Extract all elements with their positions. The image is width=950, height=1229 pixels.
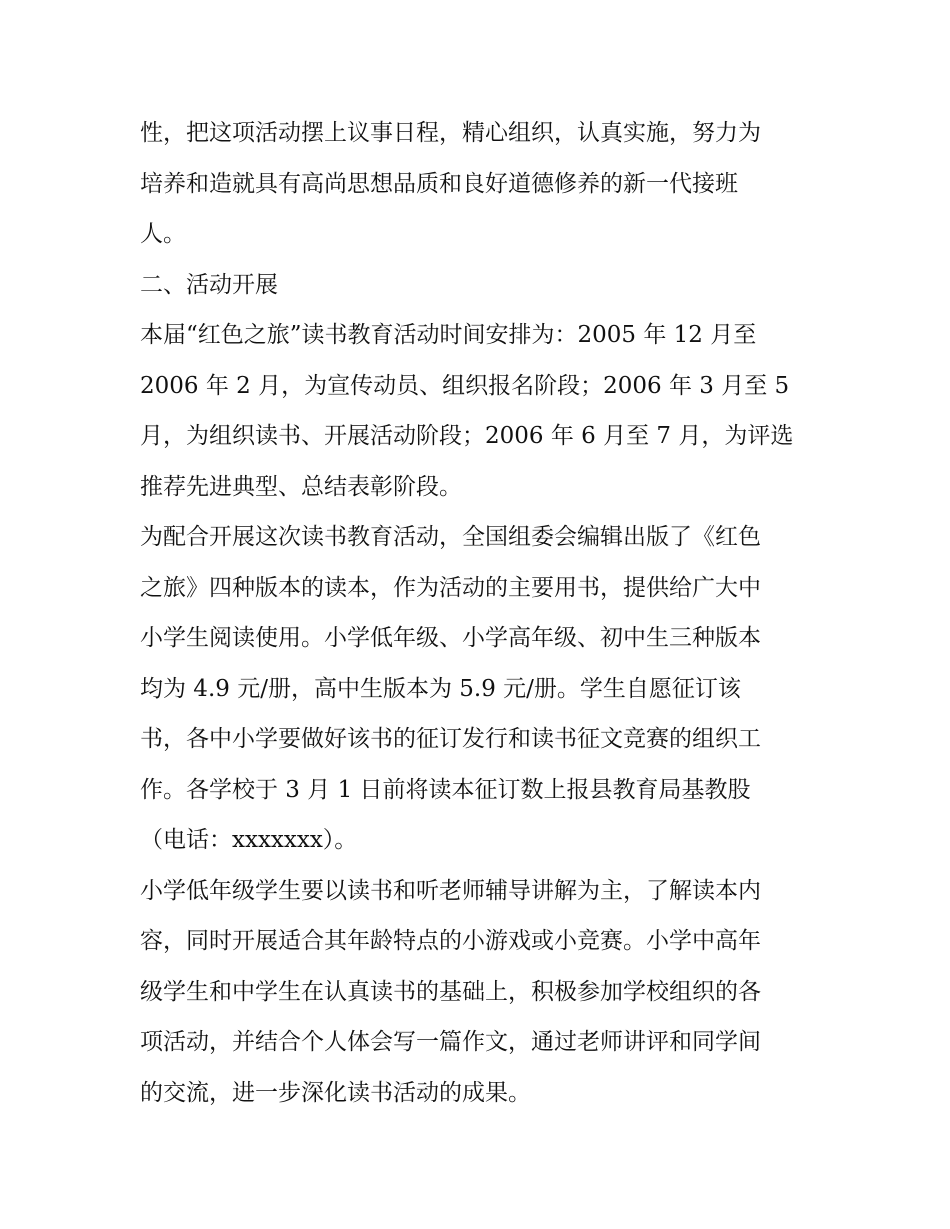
text-line: 的交流，进一步深化读书活动的成果。 [140,1079,531,1106]
text-line: 月，为组织读书、开展活动阶段；2006 年 6 月至 7 月，为评选 [140,423,794,449]
text-line: 级学生和中学生在认真读书的基础上，积极参加学校组织的各 [140,978,761,1005]
text-line: 项活动，并结合个人体会写一篇作文，通过老师讲评和同学间 [140,1029,761,1055]
document-body [140,108,820,1118]
text-line: 推荐先进典型、总结表彰阶段。 [140,473,462,500]
text-line: 书，各中小学要做好该书的征订发行和读书征文竞赛的组织工 [140,726,761,752]
section-heading: 二、活动开展 [140,271,278,298]
text-line: 培养和造就具有高尚思想品质和良好道德修养的新一代接班 [140,170,738,197]
text-line: 小学低年级学生要以读书和听老师辅导讲解为主，了解读本内 [140,877,761,904]
text-line: 之旅》四种版本的读本，作为活动的主要用书，提供给广大中 [140,574,761,601]
text-line: 本届“红色之旅”读书教育活动时间安排为：2005 年 12 月至 [140,322,757,348]
text-line: 均为 4.9 元/册，高中生版本为 5.9 元/册。学生自愿征订该 [140,675,741,702]
text-line: 小学生阅读使用。小学低年级、小学高年级、初中生三种版本 [140,625,761,651]
text-line: 作。各学校于 3 月 1 日前将读本征订数上报县教育局基教股 [140,776,751,803]
text-line: 2006 年 2 月，为宣传动员、组织报名阶段；2006 年 3 月至 5 [140,372,790,399]
text-line: 为配合开展这次读书教育活动，全国组委会编辑出版了《红色 [140,524,761,550]
text-line: （电话：xxxxxxx）。 [140,827,358,853]
text-line: 性，把这项活动摆上议事日程，精心组织，认真实施，努力为 [140,120,761,146]
text-line: 容，同时开展适合其年龄特点的小游戏或小竞赛。小学中高年 [140,928,761,954]
text-line: 人。 [140,221,186,247]
